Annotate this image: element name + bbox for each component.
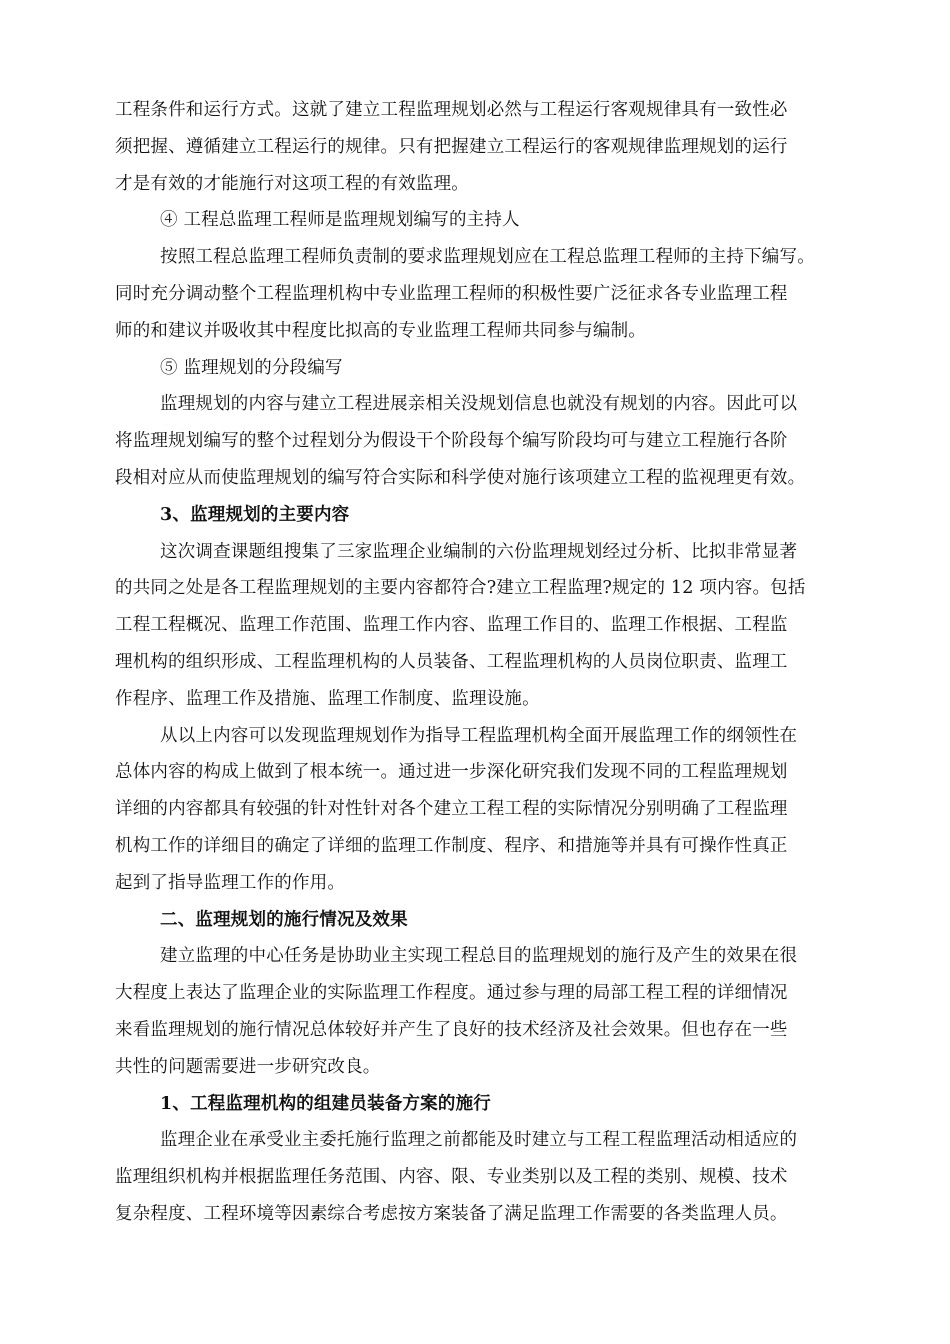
- text-line: 大程度上表达了监理企业的实际监理工作程度。通过参与理的局部工程工程的详细情况: [115, 983, 788, 1004]
- text-line: 同时充分调动整个工程监理机构中专业监理工程师的积极性要广泛征求各专业监理工程: [115, 283, 788, 304]
- text-line: 师的和建议并吸收其中程度比拟高的专业监理工程师共同参与编制。: [115, 320, 646, 341]
- text-line: ④ 工程总监理工程师是监理规划编写的主持人: [160, 210, 520, 231]
- text-line: 作程序、监理工作及措施、监理工作制度、监理设施。: [115, 688, 540, 709]
- section-heading: 3、监理规划的主要内容: [160, 504, 350, 525]
- text-line: 工程工程概况、监理工作范围、监理工作内容、监理工作目的、监理工作根据、工程监: [115, 615, 788, 636]
- text-line: 来看监理规划的施行情况总体较好并产生了良好的技术经济及社会效果。但也存在一些: [115, 1019, 788, 1040]
- text-line: 共性的问题需要进一步研究改良。: [115, 1056, 381, 1077]
- text-line: 才是有效的才能施行对这项工程的有效监理。: [115, 173, 469, 194]
- text-line: 将监理规划编写的整个过程划分为假设干个阶段每个编写阶段均可与建立工程施行各阶: [115, 431, 788, 452]
- text-line: 建立监理的中心任务是协助业主实现工程总目的监理规划的施行及产生的效果在很: [160, 946, 798, 967]
- text-line: 复杂程度、工程环境等因素综合考虑按方案装备了满足监理工作需要的各类监理人员。: [115, 1203, 788, 1224]
- text-line: 须把握、遵循建立工程运行的规律。只有把握建立工程运行的客观规律监理规划的运行: [115, 136, 788, 157]
- text-line: 总体内容的构成上做到了根本统一。通过进一步深化研究我们发现不同的工程监理规划: [115, 762, 788, 783]
- text-line: 详细的内容都具有较强的针对性针对各个建立工程工程的实际情况分别明确了工程监理: [115, 799, 788, 820]
- section-heading: 二、监理规划的施行情况及效果: [160, 909, 408, 930]
- text-line: 工程条件和运行方式。这就了建立工程监理规划必然与工程运行客观规律具有一致性必: [115, 100, 788, 120]
- section-heading: 1、工程监理机构的组建员装备方案的施行: [160, 1093, 491, 1114]
- text-line: 段相对应从而使监理规划的编写符合实际和科学使对施行该项建立工程的监视理更有效。: [115, 467, 806, 488]
- text-line: ⑤ 监理规划的分段编写: [160, 357, 343, 378]
- text-line: 这次调查课题组搜集了三家监理企业编制的六份监理规划经过分析、比拟非常显著: [160, 541, 798, 562]
- text-line: 按照工程总监理工程师负责制的要求监理规划应在工程总监理工程师的主持下编写。: [160, 247, 815, 268]
- text-line: 监理企业在承受业主委托施行监理之前都能及时建立与工程工程监理活动相适应的: [160, 1130, 798, 1151]
- text-line: 起到了指导监理工作的作用。: [115, 872, 346, 893]
- text-line: 的共同之处是各工程监理规划的主要内容都符合?建立工程监理?规定的 12 项内容。包括: [115, 578, 806, 599]
- document-page: [115, 92, 865, 1233]
- text-line: 从以上内容可以发现监理规划作为指导工程监理机构全面开展监理工作的纲领性在: [160, 725, 798, 746]
- text-line: 监理组织机构并根据监理任务范围、内容、限、专业类别以及工程的类别、规模、技术: [115, 1167, 788, 1188]
- text-line: 监理规划的内容与建立工程进展亲相关没规划信息也就没有规划的内容。因此可以: [160, 394, 798, 415]
- text-line: 机构工作的详细目的确定了详细的监理工作制度、程序、和措施等并具有可操作性真正: [115, 835, 788, 856]
- text-line: 理机构的组织形成、工程监理机构的人员装备、工程监理机构的人员岗位职责、监理工: [115, 651, 788, 672]
